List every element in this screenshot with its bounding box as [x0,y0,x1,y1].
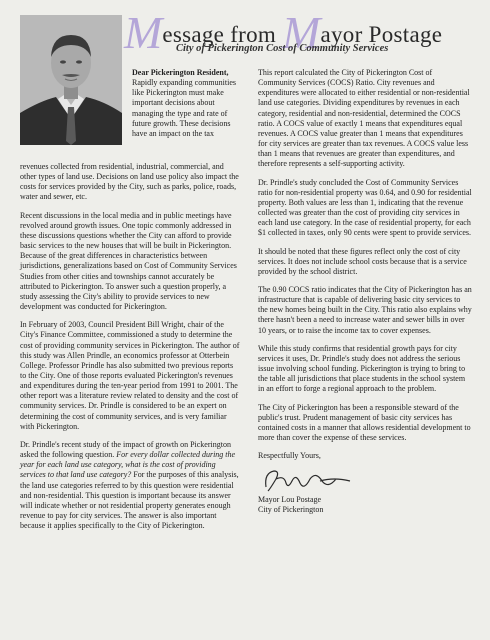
right-paragraph-5: While this study confirms that residential growth pays for city services it uses, Dr. Prindle's study does not address the serious issue involving school funding. Pickerington is trying to bring to the table all jurisdictions that place students in the school system in an effort to forge a regional approach to the problem. [258,343,466,394]
right-paragraph-6: The City of Pickerington has been a responsible steward of the public's trust. Prudent management of basic city services has contained costs in a manner that allows residential development to more than cover the expense of these services. [258,402,471,442]
left-paragraph-4 [20,440,240,531]
paragraph4-start: Dr. Prindle's recent study of the impact of growth on Pickerington asked the following question. [20,439,231,460]
left-paragraph-2: Recent discussions in the local media and in public meetings have revolved around growth issues. One topic commonly addressed in these discussions questions whether the City can afford to provide basic services to the new houses that will be built in Pickerington. Because of the great differences in characteristics between jurisdictions, generalizations based on Cost of Community Services Studies from other cities and townships cannot accurately be attributed to Pickerington. To answer such a question properly, a study assessing the City's ability to provide services to new development was conducted for Pickerington. [20,210,237,312]
signer-organization: City of Pickerington [258,505,324,515]
paragraph4-end: For the purposes of this analysis, the land use categories referred to by this question were residential and non-residential. This question is important because its answer will indicate whether or not residential property generates enough revenue to pay for city services. The answer is also important because it applies specifically to the City of Pickerington. [20,470,239,531]
mayor-portrait-photo [20,15,122,145]
right-paragraph-2: Dr. Prindle's study concluded the Cost of Community Services ratio for non-residential property was 0.64, and 0.90 for residential property. Both values are less than 1, indicating that the revenue collected was greater than the cost of providing city services in each land use category. In the case of residential property, for each $1 collected in taxes, only 90 cents were spent to provide services. [258,177,472,238]
signer-name: Mayor Lou Postage [258,495,322,505]
salutation: Dear Pickerington Resident, [132,68,229,77]
left-paragraph-3: In February of 2003, Council President Bill Wright, chair of the City's Finance Committee, commissioned a study to determine the cost of providing community services in Pickerington. The author of this study was Allen Prindle, an economics professor at Otterbein College. Professor Prindle has also submitted two previous reports to the City. One of those reports evaluated Pickerington's revenues and expenditures during the ten-year period from 1991 to 2001. The other report was a literature review related to density and the cost of community services. Dr. Prindle is considered to be an expert on determining the cost of community services, and is very familiar with Pickerington. [20,320,240,431]
title-text-part1: essage from [162,22,283,47]
title-initial-m: M [124,7,163,58]
title-text-part2: ayor Postage [320,22,443,47]
intro-continued-paragraph: revenues collected from residential, industrial, commercial, and other types of land use. Decisions on land use policy also impact the costs for services provided by the City, such as parks, police, roads, water and sewer, etc. [20,162,239,202]
page-subtitle: City of Pickerington Cost of Community Services [176,43,389,54]
right-paragraph-1: This report calculated the City of Pickerington Cost of Community Services (COCS) Ratio. City revenues and expenditures were allocated to either residential or non-residential land use categories. Dividing expenditures by revenues in each category, residential and non-residential, determined the COCS ratio. A COCS value of exactly 1 means that expenditures equal revenues. A COCS value greater than 1 means that expenditures for city services are greater than tax revenues. A COCS value less than 1 means that revenues are greater than expenditures, and therefore represents a self-supporting activity. [258,68,470,169]
paragraph4-question: For every dollar collected during the year for each land use category, what is the cost of providing services to that land use category? [20,450,236,480]
right-paragraph-3: It should be noted that these figures reflect only the cost of city services. It does not include school costs because that is a service provided by the school district. [258,246,467,276]
left-column-body [20,162,240,539]
portrait-illustration [20,15,122,145]
closing-line: Respectfully Yours, [258,451,321,461]
signature-image [258,463,472,495]
title-initial-m2: M [282,7,321,58]
handwritten-signature [258,463,378,495]
right-paragraph-4: The 0.90 COCS ratio indicates that the City of Pickerington has an infrastructure that is capable of delivering basic city services to the new homes being built in the City. This ratio also explains why there hasn't been a need to increase water and sewer bills in over 10 years, or to raise the income tax to cover expenses. [258,284,472,335]
left-column-intro [132,68,240,139]
intro-wrapped-text: Rapidly expanding communities like Pickerington must make important decisions about managing the type and rate of future growth. These decisions have an impact on the tax [132,78,236,138]
right-column-body [258,68,472,515]
